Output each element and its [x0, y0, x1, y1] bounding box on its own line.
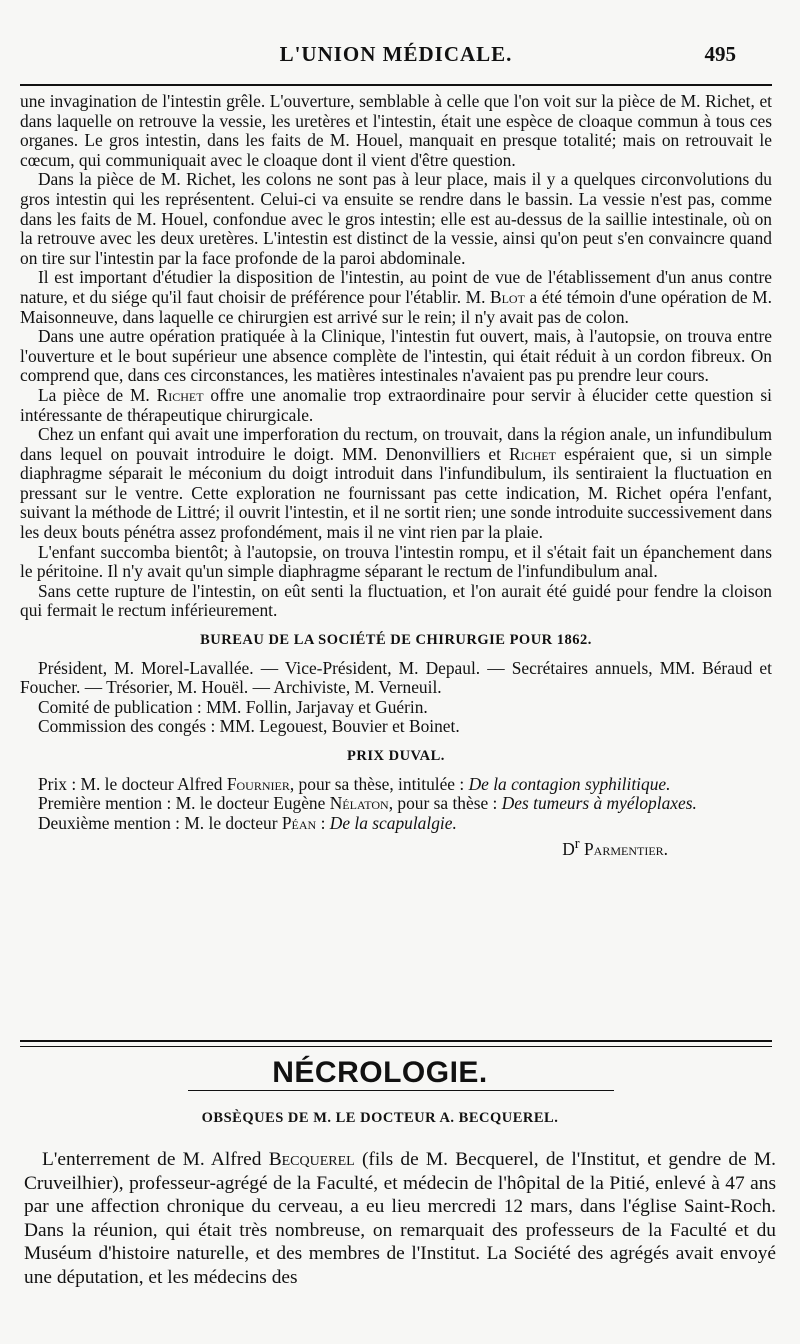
section-double-rule	[20, 1040, 772, 1047]
person-name-blot: Blot	[490, 286, 525, 307]
person-name-nelaton: Nélaton	[329, 793, 389, 814]
person-name-richet: Richet	[156, 384, 204, 405]
signature-name: Parmentier.	[583, 839, 668, 860]
signature	[20, 835, 668, 859]
paragraph-7: L'enfant succomba bientôt; à l'autopsie, on trouva l'intestin rompu, et il s'était fait un épanchement dans le péritoine. Il n'y avait qu'un simple diaphragme séparant le rectum de l'infundibulum anal.	[20, 541, 772, 582]
prix-duval-heading: PRIX DUVAL.	[347, 748, 445, 764]
prize-main	[20, 775, 772, 795]
person-name-richet-2: Richet	[509, 443, 556, 464]
article-body	[20, 92, 772, 860]
bureau-commission: Commission des congés : MM. Legouest, Bouvier et Boinet.	[38, 716, 460, 737]
paragraph-4: Dans une autre opération pratiquée à la Clinique, l'intestin fut ouvert, mais, à l'autopsie, on trouva entre l'ouverture et le bout supérieur une absence complète de l'intestin, qui était réduit à un cordon fibreux. On comprend que, dans ces circonstances, les matières intestinales n'avaient pas pu prendre leur cours.	[20, 326, 772, 386]
running-title: L'UNION MÉDICALE.	[279, 42, 513, 66]
person-name-becquerel: Becquerel	[268, 1149, 355, 1170]
first-mention-text-a: Première mention : M. le docteur Eugène	[38, 793, 330, 814]
running-head	[20, 42, 772, 76]
bureau-heading: BUREAU DE LA SOCIÉTÉ DE CHIRURGIE POUR 1862.	[200, 632, 592, 649]
prize-main-text-a: Prix : M. le docteur Alfred	[38, 773, 227, 794]
second-mention-text-a: Deuxième mention : M. le docteur	[38, 812, 282, 833]
bureau-committee: Comité de publication : MM. Follin, Jarjavay et Guérin.	[38, 696, 428, 717]
paragraph-5-text-b: offre une anomalie trop extraordinaire pour servir à élucider cette question si intéressante de thérapeutique chirurgicale.	[20, 384, 773, 425]
paragraph-3	[20, 268, 772, 327]
obituary-body	[24, 1148, 776, 1289]
paragraph-5-text-a: La pièce de M.	[38, 384, 157, 405]
paragraph-6	[20, 425, 772, 543]
first-mention-text-b: , pour sa thèse :	[388, 793, 502, 814]
obituary-paragraph	[24, 1148, 776, 1289]
prize-main-text-b: , pour sa thèse, intitulée :	[289, 773, 469, 794]
page-number: 495	[704, 42, 736, 66]
paragraph-1: une invagination de l'intestin grêle. L'ouverture, semblable à celle que l'on voit sur la pièce de M. Richet, et dans laquelle on retrouve la vessie, les uretères et l'intestin, était une espèce de cloaque commun à tous ces organes. Le gros intestin, dans les faits de M. Houel, manquait en presque totalité; mais on retrouvait le cœcum, qui communiquait avec le cloaque dont il vient d'être question.	[20, 91, 772, 170]
first-mention-thesis-title: Des tumeurs à myéloplaxes.	[501, 793, 697, 814]
prize-first-mention	[20, 794, 772, 814]
paragraph-3-text-b: a été témoin d'une opération de M. Maisonneuve, dans laquelle ce chirurgien est arrivé sur le rein; il n'y avait pas de colon.	[20, 286, 772, 327]
paragraph-6-text-b: espéraient que, si un simple diaphragme séparait le méconium du doigt introduit dans l'infundibulum, ils sentiraient la fluctuation en pressant sur le ventre. Cette exploration ne fournissant pas cette indication, M. Richet opéra l'enfant, suivant la méthode de Littré; il ouvrit l'intestin, et il ne sortit rien; une sonde introduite successivement dans les deux bouts pénétra assez profondément, mais il ne vint rien par la plaie.	[20, 443, 772, 543]
title-underline-rule	[188, 1090, 614, 1091]
signature-prefix: D	[562, 839, 575, 860]
second-mention-text-b: :	[316, 812, 330, 833]
prize-second-mention	[20, 814, 772, 834]
paragraph-3-text-a: Il est important d'étudier la disposition de l'intestin, au point de vue de l'établissement d'un anus contre nature, et du siége qu'il faut choisir de préférence pour l'établir. M.	[20, 267, 772, 307]
prize-main-thesis-title: De la contagion syphilitique.	[468, 773, 671, 794]
necrologie-title: NÉCROLOGIE.	[272, 1056, 488, 1089]
paragraph-8: Sans cette rupture de l'intestin, on eût senti la fluctuation, et l'on aurait été guidé pour fendre la cloison qui fermait le rectum inférieurement.	[20, 580, 772, 621]
paragraph-6-text-a: Chez un enfant qui avait une imperforation du rectum, on trouvait, dans la région anale, un infundibulum dans lequel on pouvait introduire le doigt. MM. Denonvilliers et	[20, 424, 772, 464]
obituary-heading: OBSÈQUES DE M. LE DOCTEUR A. BECQUEREL.	[201, 1110, 559, 1126]
second-mention-thesis-title: De la scapulalgie.	[329, 812, 457, 833]
person-name-fournier: Fournier	[226, 773, 290, 794]
bureau-officers: Président, M. Morel-Lavallée. — Vice-Président, M. Depaul. — Secrétaires annuels, MM. Béraud et Foucher. — Trésorier, M. Houël. — Archiviste, M. Verneuil.	[20, 657, 772, 698]
paragraph-5	[20, 386, 772, 425]
paragraph-2: Dans la pièce de M. Richet, les colons ne sont pas à leur place, mais il y a quelques circonvolutions du gros intestin qui les représentent. Celui-ci va ensuite se rendre dans le bassin. La vessie n'est pas, comme dans les faits de M. Houel, confondue avec le gros intestin; elle est au-dessus de la saillie intestinale, où on la retrouve avec les deux uretères. L'intestin est distinct de la vessie, ainsi qu'on peut s'en convaincre quand on tire sur l'intestin par la face profonde de la paroi abdominale.	[20, 169, 772, 268]
header-rule	[20, 84, 772, 86]
obituary-text-a: L'enterrement de M. Alfred	[42, 1149, 269, 1170]
signature-superscript: r	[574, 836, 580, 853]
obituary-text-b: (fils de M. Becquerel, de l'Institut, et gendre de M. Cruveilhier), professeur-agrégé de la Faculté, et médecin de l'hôpital de la Pitié, enlevé à 47 ans par une affection chronique du cerveau, a eu lieu mercredi 12 mars, dans l'église Saint-Roch. Dans la réunion, qui était très nombreuse, on remarquait des professeurs de la Faculté et du Muséum d'histoire naturelle, et des membres de l'Institut. La Société des agrégés avait envoyé une députation, et les médecins des	[24, 1149, 776, 1288]
person-name-pean: Péan	[281, 812, 317, 833]
